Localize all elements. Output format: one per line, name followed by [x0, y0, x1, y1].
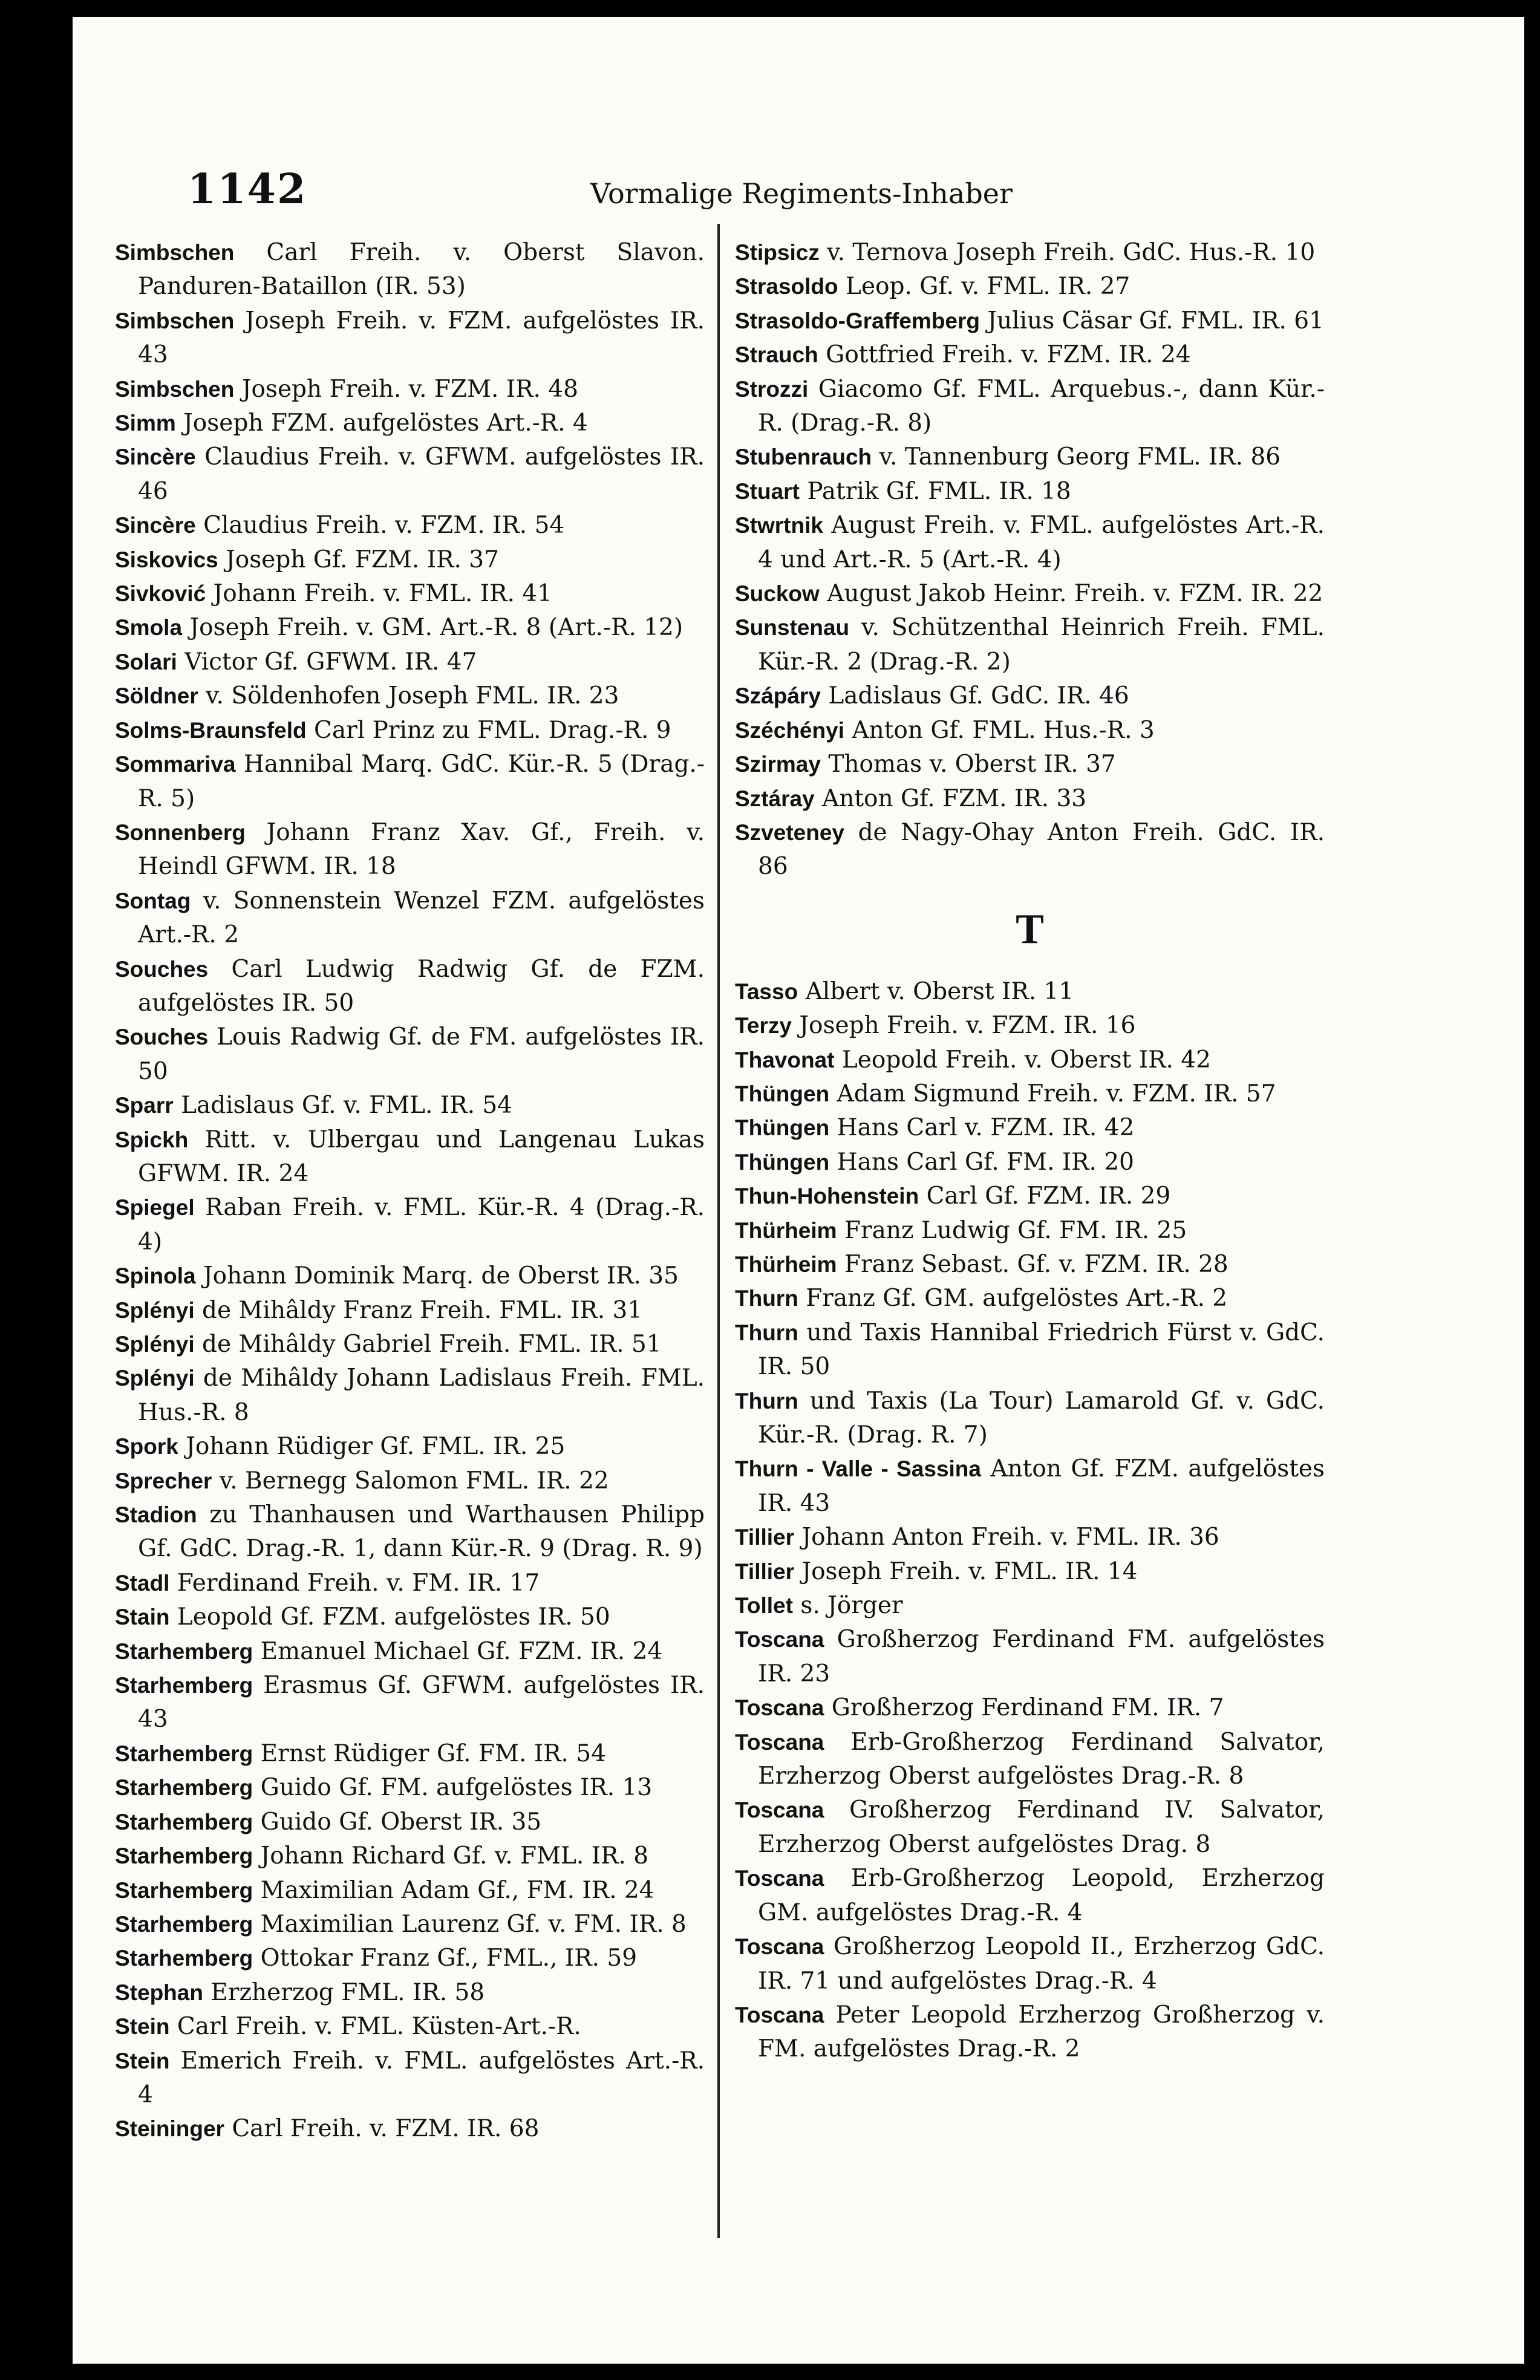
entry-name: Stadl — [115, 1570, 170, 1596]
entry-text: de Mihâldy Franz Freih. FML. IR. 31 — [202, 1296, 643, 1324]
entry-name: Thürheim — [735, 1251, 837, 1277]
index-entry — [115, 1941, 705, 1975]
entry-text: Julius Cäsar Gf. FML. IR. 61 — [987, 307, 1324, 334]
index-entry — [735, 1214, 1325, 1248]
index-entry — [115, 509, 705, 543]
entry-text: Maximilian Laurenz Gf. v. FM. IR. 8 — [260, 1910, 687, 1938]
entry-text: Carl Gf. FZM. IR. 29 — [926, 1182, 1171, 1210]
entry-name: Sincère — [115, 445, 196, 470]
left-column — [115, 236, 705, 2147]
entry-name: Tollet — [735, 1593, 793, 1619]
entry-text: v. Schützenthal Heinrich Freih. FML. Kür.-R. 2 (Drag.-R. 2) — [758, 614, 1325, 676]
entry-name: Sincère — [115, 513, 196, 538]
entry-text: Franz Gf. GM. aufgelöstes Art.-R. 2 — [806, 1285, 1228, 1312]
index-entry — [115, 816, 705, 884]
entry-text: Ladislaus Gf. GdC. IR. 46 — [828, 682, 1129, 710]
entry-name: Starhemberg — [115, 1775, 253, 1801]
entry-name: Steininger — [115, 2116, 224, 2142]
entry-text: Patrik Gf. FML. IR. 18 — [807, 477, 1071, 505]
entry-text: Großherzog Leopold II., Erzherzog GdC. IR. 71 und aufgelöstes Drag.-R. 4 — [758, 1933, 1325, 1995]
entry-text: Adam Sigmund Freih. v. FZM. IR. 57 — [837, 1080, 1276, 1107]
entry-text: Leopold Gf. FZM. aufgelöstes IR. 50 — [177, 1603, 610, 1631]
entry-text: Anton Gf. FZM. IR. 33 — [822, 784, 1087, 812]
index-entry — [735, 270, 1325, 304]
entry-text: Joseph FZM. aufgelöstes Art.-R. 4 — [183, 409, 588, 437]
index-entry — [735, 1077, 1325, 1111]
entry-name: Terzy — [735, 1013, 792, 1038]
index-entry — [735, 1726, 1325, 1794]
entry-text: Leopold Freih. v. Oberst IR. 42 — [841, 1046, 1211, 1074]
index-entry — [115, 1805, 705, 1839]
entry-text: Großherzog Ferdinand FM. aufgelöstes IR. 23 — [758, 1626, 1325, 1687]
entry-text: Johann Freih. v. FML. IR. 41 — [213, 580, 552, 608]
entry-text: Joseph Freih. v. FZM. IR. 48 — [241, 375, 578, 403]
index-entry — [735, 975, 1325, 1009]
index-entry — [115, 611, 705, 645]
index-entry — [735, 1555, 1325, 1589]
index-entry — [735, 1009, 1325, 1043]
index-entry — [115, 1089, 705, 1123]
entry-text: Emanuel Michael Gf. FZM. IR. 24 — [260, 1637, 663, 1665]
entry-name: Siskovics — [115, 547, 218, 572]
entry-name: Strauch — [735, 342, 818, 368]
entry-text: Gottfried Freih. v. FZM. IR. 24 — [826, 341, 1191, 369]
index-entry — [735, 1282, 1325, 1316]
entry-text: Ernst Rüdiger Gf. FM. IR. 54 — [260, 1739, 606, 1767]
index-entry — [115, 236, 705, 304]
entry-text: v. Sonnenstein Wenzel FZM. aufgelöstes Art.-R. 2 — [138, 887, 705, 949]
entry-name: Starhemberg — [115, 1844, 253, 1869]
entry-name: Thurn — [735, 1320, 798, 1345]
entry-name: Splényi — [115, 1297, 195, 1323]
index-entry — [115, 679, 705, 713]
index-entry — [115, 1669, 705, 1737]
entry-text: Carl Prinz zu FML. Drag.-R. 9 — [314, 716, 671, 744]
entry-text: Joseph Freih. v. GM. Art.-R. 8 (Art.-R. 12) — [189, 614, 684, 642]
entry-text: Hans Carl Gf. FM. IR. 20 — [837, 1148, 1134, 1176]
index-entry — [115, 1259, 705, 1293]
index-entry — [115, 1567, 705, 1600]
index-entry — [115, 1123, 705, 1192]
entry-text: Claudius Freih. v. FZM. IR. 54 — [203, 512, 565, 540]
entry-name: Széchényi — [735, 717, 844, 743]
entry-name: Szveteney — [735, 820, 844, 845]
index-entry — [735, 338, 1325, 372]
entry-text: Victor Gf. GFWM. IR. 47 — [184, 648, 477, 676]
index-entry — [115, 1191, 705, 1259]
entry-text: Leop. Gf. v. FML. IR. 27 — [846, 273, 1131, 301]
entry-name: Tillier — [735, 1525, 795, 1550]
index-entry — [735, 1384, 1325, 1453]
index-entry — [735, 304, 1325, 338]
index-entry — [735, 1623, 1325, 1691]
entry-text: de Mihâldy Gabriel Freih. FML. IR. 51 — [202, 1331, 662, 1358]
entry-text: Albert v. Oberst IR. 11 — [805, 977, 1074, 1005]
index-entry — [115, 645, 705, 679]
entry-name: Starhemberg — [115, 1741, 253, 1766]
entry-name: Souches — [115, 956, 209, 982]
entry-name: Simm — [115, 411, 176, 436]
entry-name: Stipsicz — [735, 240, 820, 265]
entry-name: Sparr — [115, 1093, 174, 1118]
entry-name: Thurn — [735, 1388, 798, 1413]
entry-text: Carl Ludwig Radwig Gf. de FZM. aufgelöstes IR. 50 — [138, 955, 705, 1017]
running-title: Vormalige Regiments-Inhaber — [590, 177, 1013, 210]
index-entry — [735, 611, 1325, 679]
entry-text: de Mihâldy Johann Ladislaus Freih. FML. Hus.-R. 8 — [138, 1364, 705, 1426]
entry-text: Maximilian Adam Gf., FM. IR. 24 — [260, 1876, 654, 1904]
entry-text: Joseph Freih. v. FZM. aufgelöstes IR. 43 — [138, 307, 705, 369]
entry-text: Johann Dominik Marq. de Oberst IR. 35 — [203, 1262, 679, 1290]
index-entry — [115, 373, 705, 406]
index-entry — [115, 304, 705, 373]
entry-text: Claudius Freih. v. GFWM. aufgelöstes IR. 46 — [138, 443, 705, 505]
entry-name: Thurn - Valle - Sassina — [735, 1456, 981, 1482]
entry-text: zu Thanhausen und Warthausen Philipp Gf. GdC. Drag.-R. 1, dann Kür.-R. 9 (Drag. R. 9) — [138, 1501, 705, 1563]
index-entry — [735, 1998, 1325, 2067]
index-entry — [735, 509, 1325, 577]
entry-text: v. Bernegg Salomon FML. IR. 22 — [219, 1467, 609, 1495]
entry-name: Szápáry — [735, 683, 821, 709]
index-entry — [115, 1430, 705, 1464]
entry-name: Starhemberg — [115, 1809, 253, 1834]
entry-name: Thüngen — [735, 1149, 830, 1175]
entry-name: Stein — [115, 2014, 170, 2039]
entry-name: Szirmay — [735, 752, 821, 777]
entry-name: Simbschen — [115, 308, 235, 333]
entry-name: Söldner — [115, 683, 198, 709]
entry-name: Starhemberg — [115, 1911, 253, 1937]
index-entry — [735, 816, 1325, 884]
entry-name: Solari — [115, 649, 177, 674]
entry-text: Großherzog Ferdinand FM. IR. 7 — [831, 1694, 1224, 1722]
entry-text: Anton Gf. FML. Hus.-R. 3 — [852, 716, 1155, 744]
entry-name: Spiegel — [115, 1195, 195, 1221]
entry-name: Toscana — [735, 1729, 824, 1755]
index-entry — [115, 884, 705, 953]
entry-text: Carl Freih. v. FZM. IR. 68 — [232, 2115, 540, 2143]
entry-name: Thüngen — [735, 1081, 830, 1106]
index-entry — [735, 577, 1325, 611]
entry-name: Strasoldo-Graffemberg — [735, 308, 980, 333]
right-column — [735, 236, 1325, 2067]
index-entry — [115, 1020, 705, 1089]
index-entry — [115, 1771, 705, 1805]
entry-name: Splényi — [115, 1366, 195, 1391]
index-entry — [115, 2044, 705, 2113]
entry-name: Stadion — [115, 1502, 197, 1528]
entry-name: Simbschen — [115, 240, 235, 265]
index-entry — [115, 1976, 705, 2010]
entry-text: Erasmus Gf. GFWM. aufgelöstes IR. 43 — [138, 1672, 705, 1733]
index-entry — [735, 1930, 1325, 1998]
page-header — [188, 165, 1415, 232]
entry-name: Sommariva — [115, 752, 236, 777]
index-entry — [115, 1839, 705, 1873]
index-entry — [115, 1294, 705, 1328]
index-entry — [735, 1146, 1325, 1179]
entry-name: Thun-Hohenstein — [735, 1184, 919, 1209]
index-entry — [115, 1874, 705, 1908]
entry-name: Toscana — [735, 2002, 824, 2027]
entry-text: Joseph Gf. FZM. IR. 37 — [226, 546, 499, 573]
entry-name: Stain — [115, 1605, 170, 1630]
entry-text: de Nagy-Ohay Anton Freih. GdC. IR. 86 — [758, 818, 1325, 881]
entry-text: Louis Radwig Gf. de FM. aufgelöstes IR. 50 — [138, 1023, 705, 1085]
entry-text: Ladislaus Gf. v. FML. IR. 54 — [181, 1092, 512, 1120]
entry-text: Johann Anton Freih. v. FML. IR. 36 — [801, 1524, 1219, 1551]
index-entry — [115, 1908, 705, 1941]
entry-text: August Freih. v. FML. aufgelöstes Art.-R. 4 und Art.-R. 5 (Art.-R. 4) — [758, 512, 1325, 573]
index-entry — [115, 2010, 705, 2044]
index-entry — [115, 714, 705, 748]
entry-name: Suckow — [735, 581, 820, 607]
entry-name: Spinola — [115, 1263, 196, 1289]
column-divider — [717, 224, 720, 2238]
index-entry — [735, 748, 1325, 781]
entry-name: Strasoldo — [735, 274, 838, 299]
entry-text: Johann Richard Gf. v. FML. IR. 8 — [260, 1842, 649, 1870]
entry-name: Splényi — [115, 1332, 195, 1357]
index-entry — [735, 1862, 1325, 1930]
index-entry — [735, 679, 1325, 713]
index-entry — [115, 577, 705, 611]
entry-name: Stephan — [115, 1980, 203, 2005]
entry-name: Toscana — [735, 1627, 824, 1652]
page-number: 1142 — [188, 165, 307, 214]
entry-text: Erzherzog FML. IR. 58 — [210, 1978, 485, 2006]
index-entry — [735, 1248, 1325, 1282]
entry-text: Johann Franz Xav. Gf., Freih. v. Heindl GFWM. IR. 18 — [138, 818, 705, 881]
entry-text: v. Tannenburg Georg FML. IR. 86 — [879, 443, 1281, 471]
entry-name: Toscana — [735, 1695, 824, 1721]
entry-text: Carl Freih. v. FML. Küsten-Art.-R. — [177, 2013, 581, 2041]
entry-text: Ritt. v. Ulbergau und Langenau Lukas GFWM. IR. 24 — [138, 1126, 705, 1187]
entry-name: Sivković — [115, 581, 206, 607]
entry-name: Toscana — [735, 1866, 824, 1891]
entry-name: Tasso — [735, 979, 798, 1004]
index-entry — [735, 373, 1325, 441]
entry-name: Thüngen — [735, 1115, 830, 1141]
entry-text: Großherzog Ferdinand IV. Salvator, Erzherzog Oberst aufgelöstes Drag. 8 — [758, 1796, 1325, 1858]
entry-name: Stubenrauch — [735, 445, 872, 470]
entry-text: Joseph Freih. v. FZM. IR. 16 — [799, 1012, 1136, 1040]
index-entry — [735, 782, 1325, 816]
index-entry — [735, 1452, 1325, 1521]
index-entry — [735, 1589, 1325, 1623]
index-entry — [115, 1498, 705, 1567]
section-letter-heading: T — [1016, 905, 1044, 953]
entry-name: Stuart — [735, 478, 800, 504]
entry-text: Anton Gf. FZM. aufgelöstes IR. 43 — [758, 1455, 1325, 1517]
entry-text: Erb-Großherzog Ferdinand Salvator, Erzherzog Oberst aufgelöstes Drag.-R. 8 — [758, 1728, 1325, 1790]
index-entry — [735, 1179, 1325, 1213]
index-entry — [735, 1111, 1325, 1145]
entry-name: Toscana — [735, 1798, 824, 1823]
index-entry — [115, 1600, 705, 1634]
entry-name: Strozzi — [735, 376, 809, 402]
index-entry — [115, 440, 705, 509]
entry-text: Franz Ludwig Gf. FM. IR. 25 — [844, 1216, 1187, 1244]
index-entry — [115, 1737, 705, 1771]
entry-text: Erb-Großherzog Leopold, Erzherzog GM. aufgelöstes Drag.-R. 4 — [758, 1865, 1325, 1926]
index-entry — [735, 1316, 1325, 1384]
entry-text: August Jakob Heinr. Freih. v. FZM. IR. 22 — [827, 580, 1323, 608]
entry-name: Sunstenau — [735, 615, 850, 641]
entry-name: Solms-Braunsfeld — [115, 717, 307, 743]
index-entry — [115, 1464, 705, 1498]
entry-name: Sprecher — [115, 1468, 212, 1493]
right-column-t-entries — [735, 975, 1325, 2067]
index-entry — [735, 1043, 1325, 1077]
index-entry — [735, 1521, 1325, 1554]
entry-name: Sztáray — [735, 786, 815, 811]
entry-text: Peter Leopold Erzherzog Großherzog v. FM. aufgelöstes Drag.-R. 2 — [758, 2001, 1325, 2063]
entry-name: Souches — [115, 1025, 209, 1050]
entry-text: Ottokar Franz Gf., FML., IR. 59 — [260, 1945, 638, 1972]
entry-text: Franz Sebast. Gf. v. FZM. IR. 28 — [844, 1250, 1228, 1278]
entry-text: Hannibal Marq. GdC. Kür.-R. 5 (Drag.-R. 5) — [138, 751, 705, 812]
entry-name: Spickh — [115, 1127, 189, 1152]
entry-name: Stein — [115, 2048, 170, 2073]
entry-text: v. Ternova Joseph Freih. GdC. Hus.-R. 10 — [827, 239, 1316, 266]
entry-text: Guido Gf. FM. aufgelöstes IR. 13 — [260, 1774, 653, 1802]
index-entry — [735, 1793, 1325, 1862]
entry-name: Stwrtnik — [735, 513, 823, 538]
index-entry — [735, 236, 1325, 270]
entry-text: Thomas v. Oberst IR. 37 — [828, 751, 1116, 778]
entry-name: Tillier — [735, 1559, 795, 1584]
entry-text: Giacomo Gf. FML. Arquebus.-, dann Kür.-R. (Drag.-R. 8) — [758, 375, 1325, 437]
entry-text: und Taxis Hannibal Friedrich Fürst v. GdC. IR. 50 — [758, 1319, 1325, 1381]
entry-name: Spork — [115, 1434, 178, 1459]
entry-text: und Taxis (La Tour) Lamarold Gf. v. GdC. Kür.-R. (Drag. R. 7) — [758, 1387, 1325, 1449]
index-entry — [115, 1635, 705, 1669]
entry-name: Starhemberg — [115, 1946, 253, 1971]
entry-name: Thürheim — [735, 1218, 837, 1243]
entry-text: Emerich Freih. v. FML. aufgelöstes Art.-R. 4 — [138, 2047, 705, 2108]
index-entry — [115, 406, 705, 440]
index-entry — [115, 953, 705, 1021]
entry-text: Guido Gf. Oberst IR. 35 — [260, 1808, 542, 1836]
entry-name: Sontag — [115, 888, 191, 913]
entry-name: Starhemberg — [115, 1638, 253, 1664]
entry-text: s. Jörger — [800, 1592, 903, 1620]
index-entry — [115, 2112, 705, 2146]
index-entry — [115, 1328, 705, 1361]
entry-name: Simbschen — [115, 376, 235, 402]
right-column-s-entries — [735, 236, 1325, 884]
entry-name: Smola — [115, 615, 183, 641]
index-entry — [735, 440, 1325, 474]
entry-text: v. Söldenhofen Joseph FML. IR. 23 — [206, 682, 619, 710]
index-entry — [115, 1361, 705, 1430]
index-entry — [115, 748, 705, 816]
entry-name: Starhemberg — [115, 1673, 253, 1698]
entry-name: Sonnenberg — [115, 820, 246, 845]
entry-name: Starhemberg — [115, 1877, 253, 1903]
entry-text: Johann Rüdiger Gf. FML. IR. 25 — [186, 1433, 566, 1461]
index-entry — [735, 714, 1325, 748]
index-entry — [735, 1691, 1325, 1725]
entry-name: Toscana — [735, 1934, 824, 1960]
entry-text: Carl Freih. v. Oberst Slavon. Panduren-Bataillon (IR. 53) — [138, 239, 705, 301]
entry-text: Raban Freih. v. FML. Kür.-R. 4 (Drag.-R. 4) — [138, 1194, 705, 1256]
entry-text: Hans Carl v. FZM. IR. 42 — [837, 1114, 1135, 1142]
entry-text: Joseph Freih. v. FML. IR. 14 — [801, 1557, 1138, 1585]
index-entry — [735, 475, 1325, 509]
entry-name: Thurn — [735, 1286, 798, 1311]
entry-text: Ferdinand Freih. v. FM. IR. 17 — [177, 1569, 540, 1597]
index-entry — [115, 543, 705, 577]
entry-name: Thavonat — [735, 1047, 835, 1072]
